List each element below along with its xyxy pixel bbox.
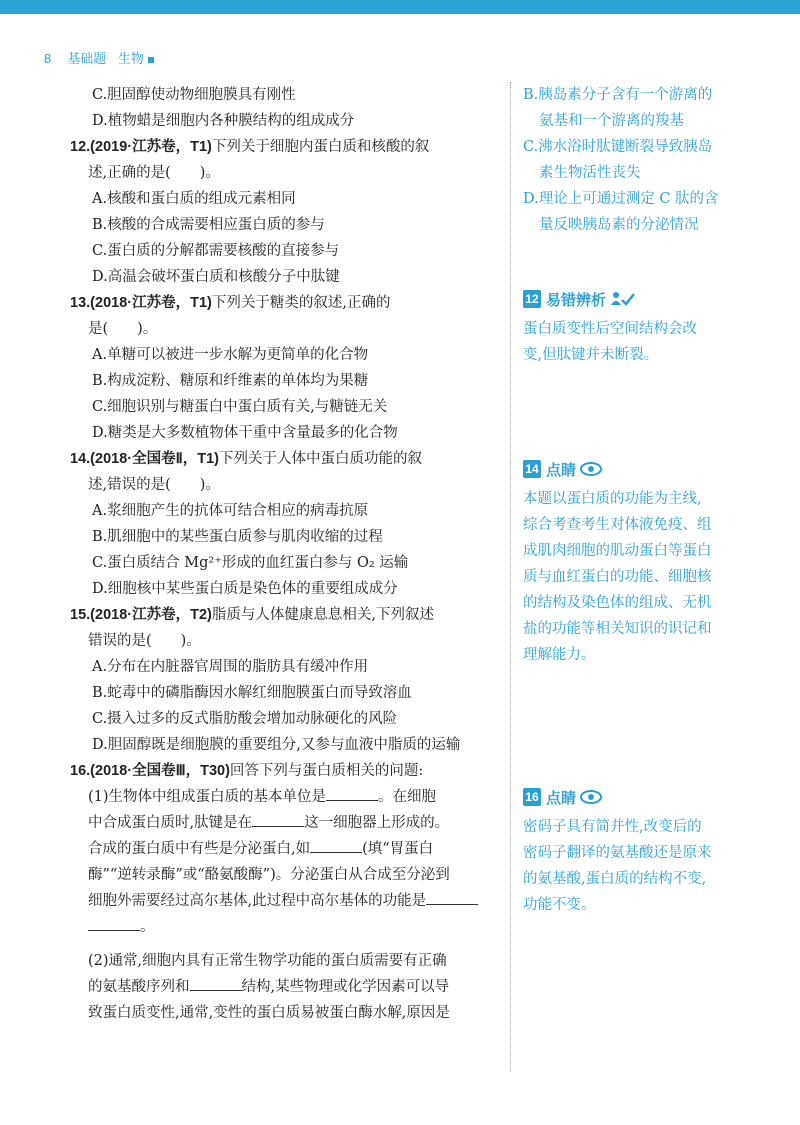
note-number: 14 [523, 460, 541, 478]
text-line [70, 316, 500, 342]
answer-option [70, 82, 500, 108]
answer-option [70, 342, 500, 368]
line-text: A.单糖可以被进一步水解为更简单的化合物 [92, 347, 369, 363]
answer-options-continued [523, 82, 738, 238]
line-text: B.蛇毒中的磷脂酶因水解红细胞膜蛋白而导致溶血 [92, 685, 412, 701]
line-text: 下列关于细胞内蛋白质和核酸的叙 [211, 139, 430, 155]
answer-option [70, 394, 500, 420]
page-number: 8 [44, 51, 52, 66]
line-text-after: 结构,某些物理或化学因素可以导 [241, 979, 450, 995]
line-text: 酶”“逆转录酶”或“酪氨酸酶”)。分泌蛋白从合成至分泌到 [88, 867, 450, 883]
note-line: 质与血红蛋白的功能、细胞核 [523, 569, 712, 585]
column-divider [510, 82, 511, 1072]
line-text: C.细胞识别与糖蛋白中蛋白质有关,与糖链无关 [92, 399, 388, 415]
note-line: 的氨基酸,蛋白质的结构不变, [523, 871, 707, 887]
text-line [70, 888, 500, 914]
line-text: B.构成淀粉、糖原和纤维素的单体均为果糖 [92, 373, 369, 389]
square-marker-icon [148, 57, 154, 63]
note-line: 的结构及染色体的组成、无机 [523, 595, 712, 611]
line-text: C.蛋白质结合 Mg²⁺形成的血红蛋白参与 O₂ 运输 [92, 555, 409, 571]
line-text-after: 这一细胞器上形成的。 [304, 815, 450, 831]
answer-option [70, 576, 500, 602]
fill-blank [310, 838, 362, 853]
line-text: B.肌细胞中的某些蛋白质参与肌肉收缩的过程 [92, 529, 383, 545]
note-line: 成肌肉细胞的肌动蛋白等蛋白 [523, 543, 712, 559]
question-stem [70, 446, 500, 472]
answer-option [70, 264, 500, 290]
note-number: 12 [523, 290, 541, 308]
line-text: 回答下列与蛋白质相关的问题: [229, 763, 424, 779]
line-text-after: 。 [140, 919, 155, 935]
person-check-icon [610, 291, 636, 307]
line-text: 脂质与人体健康息息相关,下列叙述 [211, 607, 434, 623]
line-text: A.核酸和蛋白质的组成元素相同 [92, 191, 296, 207]
line-text: D.植物蜡是细胞内各种膜结构的组成成分 [92, 113, 355, 129]
line-text: C.蛋白质的分解都需要核酸的直接参与 [92, 243, 340, 259]
line-text: A.浆细胞产生的抗体可结合相应的病毒抗原 [92, 503, 369, 519]
text-line [70, 472, 500, 498]
text-line [70, 836, 500, 862]
text-line [70, 628, 500, 654]
question-stem [70, 602, 500, 628]
line-text-after: 。在细胞 [378, 789, 437, 805]
fill-blank [326, 786, 378, 801]
line-text: B.核酸的合成需要相应蛋白质的参与 [92, 217, 325, 233]
note-line: 变,但肽键并未断裂。 [523, 347, 659, 363]
answer-option [70, 680, 500, 706]
answer-option [70, 238, 500, 264]
question-number: 12. [70, 139, 91, 155]
note-14 [523, 458, 738, 668]
answer-option [70, 654, 500, 680]
line-text: (2)通常,细胞内具有正常生物学功能的蛋白质需要有正确 [88, 953, 447, 969]
line-text: 是( )。 [88, 321, 158, 337]
note-line: 理解能力。 [523, 647, 596, 663]
answer-option [70, 212, 500, 238]
line-text: A.分布在内脏器官周围的脂肪具有缓冲作用 [92, 659, 369, 675]
answer-option-line: 量反映胰岛素的分泌情况 [539, 217, 699, 233]
question-source: (2018·江苏卷，T2) [90, 607, 212, 623]
fill-blank [88, 916, 140, 931]
text-line [70, 862, 500, 888]
note-header [523, 458, 738, 480]
subject-label: 生物 [117, 51, 144, 66]
answer-option [70, 368, 500, 394]
answer-option [70, 706, 500, 732]
question-number: 16. [70, 763, 91, 779]
note-12 [523, 288, 738, 368]
note-header [523, 288, 738, 310]
line-text: 述,正确的是( )。 [88, 165, 220, 181]
question-number: 14. [70, 451, 91, 467]
spacer [70, 940, 500, 948]
note-line: 密码子翻译的氨基酸还是原来 [523, 845, 712, 861]
line-text: C.胆固醇使动物细胞膜具有刚性 [92, 87, 296, 103]
note-body [523, 814, 738, 918]
answer-option [70, 186, 500, 212]
answer-option [70, 420, 500, 446]
answer-option [70, 108, 500, 134]
question-source: (2018·全国卷Ⅱ，T1) [90, 451, 219, 467]
line-text: 述,错误的是( )。 [88, 477, 220, 493]
line-text: D.高温会破坏蛋白质和核酸分子中肽键 [92, 269, 340, 285]
answer-option [70, 550, 500, 576]
line-text: 细胞外需要经过高尔基体,此过程中高尔基体的功能是 [88, 893, 427, 909]
note-title: 易错辨析 [546, 291, 607, 309]
question-number: 13. [70, 295, 91, 311]
text-line [70, 974, 500, 1000]
answer-option [70, 732, 500, 758]
note-line: 密码子具有简并性,改变后的 [523, 819, 702, 835]
question-column [70, 82, 500, 1026]
section-label: 基础题 [67, 51, 107, 66]
text-line [70, 784, 500, 810]
text-line [70, 948, 500, 974]
question-number: 15. [70, 607, 91, 623]
line-text: C.摄入过多的反式脂肪酸会增加动脉硬化的风险 [92, 711, 398, 727]
top-color-bar [0, 0, 800, 14]
text-line [70, 160, 500, 186]
answer-option-line: 素生物活性丧失 [539, 165, 641, 181]
text-line [70, 810, 500, 836]
answer-option-line: D.理论上可通过测定 C 肽的含 [523, 191, 719, 207]
fill-blank [190, 976, 242, 991]
note-title: 点睛 [546, 461, 577, 479]
line-text: 中合成蛋白质时,肽键是在 [88, 815, 253, 831]
line-text: D.糖类是大多数植物体干重中含量最多的化合物 [92, 425, 398, 441]
line-text: 致蛋白质变性,通常,变性的蛋白质易被蛋白酶水解,原因是 [88, 1005, 450, 1021]
note-line: 本题以蛋白质的功能为主线, [523, 491, 702, 507]
line-text: 错误的是( )。 [88, 633, 201, 649]
line-text: (1)生物体中组成蛋白质的基本单位是 [88, 789, 327, 805]
note-number: 16 [523, 788, 541, 806]
eye-icon [580, 790, 602, 804]
text-line [70, 1000, 500, 1026]
note-line: 功能不变。 [523, 897, 596, 913]
page-header [44, 48, 154, 67]
question-source: (2019·江苏卷，T1) [90, 139, 212, 155]
line-text-after: (填“胃蛋白 [362, 841, 434, 857]
line-text: D.细胞核中某些蛋白质是染色体的重要组成成分 [92, 581, 398, 597]
answer-option-line: 氨基和一个游离的羧基 [539, 113, 684, 129]
line-text: D.胆固醇既是细胞膜的重要组分,又参与血液中脂质的运输 [92, 737, 461, 753]
note-body [523, 316, 738, 368]
answer-option-line: C.沸水浴时肽键断裂导致胰岛 [523, 139, 713, 155]
note-title: 点睛 [546, 789, 577, 807]
note-header [523, 786, 738, 808]
note-line: 蛋白质变性后空间结构会改 [523, 321, 697, 337]
note-line: 盐的功能等相关知识的识记和 [523, 621, 712, 637]
fill-blank [426, 890, 478, 905]
line-text: 合成的蛋白质中有些是分泌蛋白,如 [88, 841, 311, 857]
line-text: 下列关于人体中蛋白质功能的叙 [218, 451, 422, 467]
answer-option-line: B.胰岛素分子含有一个游离的 [523, 87, 713, 103]
question-source: (2018·江苏卷，T1) [90, 295, 212, 311]
answer-option [70, 498, 500, 524]
question-stem [70, 134, 500, 160]
note-16 [523, 786, 738, 918]
text-line [70, 914, 500, 940]
note-body [523, 486, 738, 668]
eye-icon [580, 462, 602, 476]
question-source: (2018·全国卷Ⅲ，T30) [90, 763, 230, 779]
answer-option [70, 524, 500, 550]
line-text: 的氨基酸序列和 [88, 979, 190, 995]
fill-blank [252, 812, 304, 827]
line-text: 下列关于糖类的叙述,正确的 [211, 295, 391, 311]
question-stem [70, 290, 500, 316]
question-stem [70, 758, 500, 784]
note-line: 综合考查考生对体液免疫、组 [523, 517, 712, 533]
